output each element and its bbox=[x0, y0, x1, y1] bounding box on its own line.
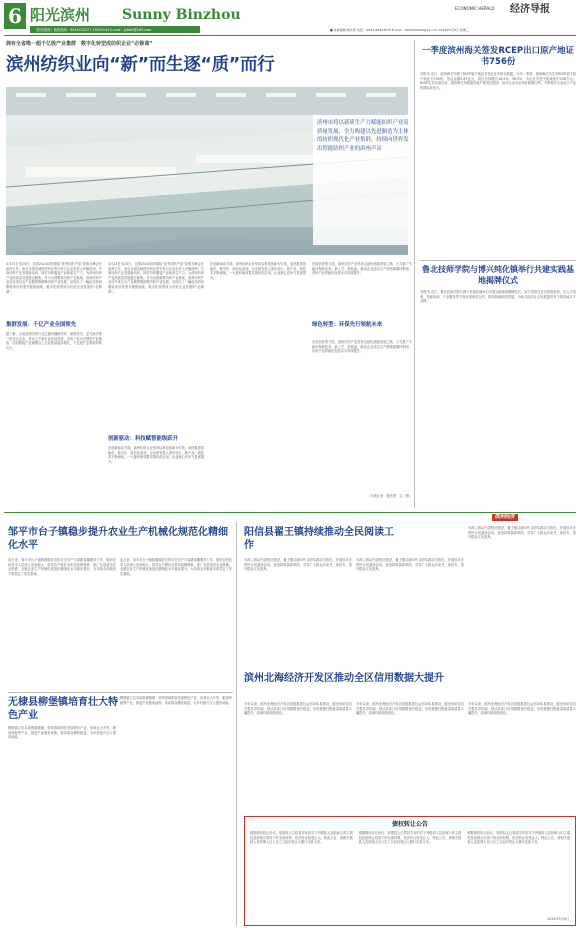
paper-name-cn: 经济导报 bbox=[510, 4, 550, 15]
main-subhead-1: 集群发展：千亿产业全国领先 bbox=[6, 322, 77, 328]
taizi-headline: 邹平市台子镇稳步提升农业生产机械化规范化精细化水平 bbox=[8, 527, 228, 551]
masthead-editor-info: ■ 本版编辑 殷光勇 电话：(0531)85163575 E-mail：1609503946@qq.com 2024年5月8日 星期三 bbox=[330, 28, 469, 32]
column-divider bbox=[414, 40, 415, 508]
taizi-body-col2: 连日来，邹平市台子镇积极做好农机安全生产与春耕春播服务工作，组织农机技术人员深入田间地头，指导农户做好农机具检修保养，推广先进适用农业机械，全镇农业生产机械化规范化精细化水平稳步提升，为夺取全年粮食丰收奠定了坚实基础。 bbox=[120, 558, 232, 576]
zhaiwang-body-col3: 为深入推动书香阳信建设，翟王镇以新时代文明实践站为依托，开展形式多样的全民阅读活动，营造浓厚阅读氛围，引导广大群众多读书、读好书，提升群众文化素养。 bbox=[468, 526, 576, 540]
beihai-body-col1: 今年以来，滨州北海经济开发区积极推进社会信用体系建设，健全信用信息归集共享机制，推动各部门信用数据及时报送，信用数据归集数量和质量大幅提升，营商环境持续优化。 bbox=[244, 702, 352, 716]
main-body-col2: 4月23日至24日，全国2024纺织服装“优秀纺织产品”及相关峰会在滨州召开。来自全国各地的纺织业界专家与企业负责人齐聚滨州，共商纺织产业发展新动向，探讨纺织服装产业新质生产力，为滨州纺织产业高质量发展建言献策。作为全国重要纺织产业基地，滨州纺织产业近年来以全产业链思维统筹纺织产业发展，呈现出了一幅由纺织向服装家纺转型升级的画卷，数字化转型成为纺织企业发展的“必修课”。 bbox=[108, 262, 204, 294]
taizi-body-col1: 连日来，邹平市台子镇积极做好农机安全生产与春耕春播服务工作，组织农机技术人员深入田间地头，指导农户做好农机具检修保养，推广先进适用农业机械，全镇农业生产机械化规范化精细化水平稳步提升，为夺取全年粮食丰收奠定了坚实基础。 bbox=[8, 558, 116, 576]
skills-headline: 鲁北技师学院与博兴纯化镇举行共建实践基地揭牌仪式 bbox=[422, 265, 574, 285]
notice-title: 债权转让公告 bbox=[391, 821, 428, 828]
skills-body: 导报讯 近日，鲁北技师学院与博兴县纯化镇举行共建实践基地揭牌仪式。双方将依托各自资源优势，在人才培养、技能培训、产业服务等方面开展深度合作，推动校地协同发展，为地方经济社会发展提供有力的技能人才支撑。 bbox=[420, 290, 576, 304]
main-byline: （本报记者 殷光勇 文／图） bbox=[367, 494, 412, 498]
main-body-col1b: 据了解，目前滨州纺织行业已拥有魏桥纺织、愉悦家纺、亚光家纺等一批龙头企业，带动上下游企业协同发展，形成了较为完整的产业链条，纺织服装产业规模以上企业数量稳步增长，千亿级产业集群持续壮大。 bbox=[6, 332, 102, 350]
lede-box bbox=[313, 115, 413, 245]
notice-date: 2024年5月8日 bbox=[547, 917, 569, 921]
notice-body-col2: 根据债权转让协议，原债权人已将其享有的对下列借款人及担保人的主债权及担保合同项下的全部权利，依法转让给受让人。特此公告，请相关借款人及担保人自公告之日起向受让人履行还款义务。 bbox=[358, 831, 462, 845]
zhaiwang-headline: 阳信县翟王镇持续推动全民阅读工作 bbox=[244, 527, 394, 551]
masthead-contact: 《阳光滨州》瓶纸热线：0543333277 13854344 E-mail：jjdbbz@163.com bbox=[34, 27, 152, 32]
main-body-col1: 4月23日至24日，全国2024纺织服装“优秀纺织产品”及相关峰会在滨州召开。来自全国各地的纺织业界专家与企业负责人齐聚滨州，共商纺织产业发展新动向，探讨纺织服装产业新质生产力，为滨州纺织产业高质量发展建言献策。作为全国重要纺织产业基地，滨州纺织产业近年来以全产业链思维统筹纺织产业发展，呈现出了一幅由纺织向服装家纺转型升级的画卷，数字化转型成为纺织企业发展的“必修课”。 bbox=[6, 262, 102, 294]
main-body-col4b: 在绿色转型方面，滨州纺织产业坚持走绿色低碳发展之路，大力推广节能环保新技术、新工艺、新装备，推动企业清洁生产和资源循环利用，纺织产业的绿色发展水平持续提升。 bbox=[312, 340, 412, 354]
main-lede: 滨州市将以新质生产力赋能纺织产业高质量发展，全力构建以先进制造为主体的纺织现代化产业集群，持续向世界发出智能纺织产业的滨州声音 bbox=[317, 120, 409, 152]
left-divider bbox=[8, 692, 233, 693]
section-title-cn: 阳光滨州 bbox=[30, 6, 91, 24]
right-divider bbox=[420, 260, 576, 261]
main-headline: 滨州纺织业向“新”而生逐“质”而行 bbox=[6, 55, 275, 75]
notice-box bbox=[244, 816, 576, 926]
main-body-col2b: 在创新驱动方面，滨州纺织企业坚持以科技创新为引领，加快推进智能化、数字化、绿色化改造，企业研发投入逐年加大，新产品、新技术不断涌现，一大批科研成果实现转化应用，企业核心竞争力显著提升。 bbox=[108, 446, 204, 464]
main-body-col4: 在绿色转型方面，滨州纺织产业坚持走绿色低碳发展之路，大力推广节能环保新技术、新工艺、新装备，推动企业清洁生产和资源循环利用，纺织产业的绿色发展水平持续提升。 bbox=[312, 262, 412, 276]
masthead-rule bbox=[4, 35, 576, 36]
rcep-body: 导报讯 近日，滨州海关办理了RCEP原产地证书签证业务统计数据。今年一季度，滨州海关共签发RCEP项下原产地证书756份，签证金额2.87亿元，同比分别增长28.9%、38.3%，为企业享受关税减免约238万元。RCEP生效实施以来，滨州海关持续做好原产地签证服务，指导企业用足用好政策红利，不断提升企业出口产品的国际竞争力。 bbox=[420, 72, 576, 90]
beihai-headline: 滨州北海经济开发区推动全区信用数据大提升 bbox=[244, 673, 444, 684]
paper-name-en: ECONOMIC HERALD bbox=[455, 6, 495, 11]
main-body-col3: 在创新驱动方面，滨州纺织企业坚持以科技创新为引领，加快推进智能化、数字化、绿色化改造，企业研发投入逐年加大，新产品、新技术不断涌现，一大批科研成果实现转化应用，企业核心竞争力显著提升。 bbox=[210, 262, 306, 280]
beihai-body-col3: 今年以来，滨州北海经济开发区积极推进社会信用体系建设，健全信用信息归集共享机制，推动各部门信用数据及时报送，信用数据归集数量和质量大幅提升，营商环境持续优化。 bbox=[468, 702, 576, 716]
lower-divider bbox=[236, 522, 237, 926]
liubao-body-col1: 柳堡镇立足本地资源禀赋，坚持因地制宜发展特色产业，培育壮大冬枣、粮食种植等产业，推进产业链条延伸，带动群众增收致富，为乡村振兴注入强劲动能。 bbox=[8, 726, 116, 740]
section-rule bbox=[4, 512, 576, 513]
main-subhead-3: 绿色转型：环保先行领航未来 bbox=[312, 322, 383, 328]
liubao-body-col2: 柳堡镇立足本地资源禀赋，坚持因地制宜发展特色产业，培育壮大冬枣、粮食种植等产业，推进产业链条延伸，带动群众增收致富，为乡村振兴注入强劲动能。 bbox=[120, 696, 232, 705]
notice-body-col3: 根据债权转让协议，原债权人已将其享有的对下列借款人及担保人的主债权及担保合同项下的全部权利，依法转让给受让人。特此公告，请相关借款人及担保人自公告之日起向受让人履行还款义务。 bbox=[467, 831, 571, 845]
zhaiwang-body-col2: 为深入推动书香阳信建设，翟王镇以新时代文明实践站为依托，开展形式多样的全民阅读活动，营造浓厚阅读氛围，引导广大群众多读书、读好书，提升群众文化素养。 bbox=[356, 558, 464, 572]
section-tag: 滨州经济 bbox=[492, 514, 518, 521]
page-number: 6 bbox=[4, 3, 26, 29]
zhaiwang-body-col1: 为深入推动书香阳信建设，翟王镇以新时代文明实践站为依托，开展形式多样的全民阅读活动，营造浓厚阅读氛围，引导广大群众多读书、读好书，提升群众文化素养。 bbox=[244, 558, 352, 572]
liubao-headline: 无棣县柳堡镇培育壮大特色产业 bbox=[8, 697, 118, 721]
main-subhead-2: 创新驱动：科技赋智能级跃升 bbox=[108, 436, 179, 442]
main-kicker: 拥有全省唯一超千亿级产业集群 数字化转型成纺织企业“必修课” bbox=[6, 41, 153, 47]
notice-body-col1: 根据债权转让协议，原债权人已将其享有的对下列借款人及担保人的主债权及担保合同项下的全部权利，依法转让给受让人。特此公告，请相关借款人及担保人自公告之日起向受让人履行还款义务。 bbox=[250, 831, 353, 845]
rcep-headline: 一季度滨州海关签发RCEP出口原产地证书756份 bbox=[421, 46, 575, 67]
section-title-en: Sunny Binzhou bbox=[122, 7, 241, 23]
beihai-body-col2: 今年以来，滨州北海经济开发区积极推进社会信用体系建设，健全信用信息归集共享机制，推动各部门信用数据及时报送，信用数据归集数量和质量大幅提升，营商环境持续优化。 bbox=[356, 702, 464, 716]
